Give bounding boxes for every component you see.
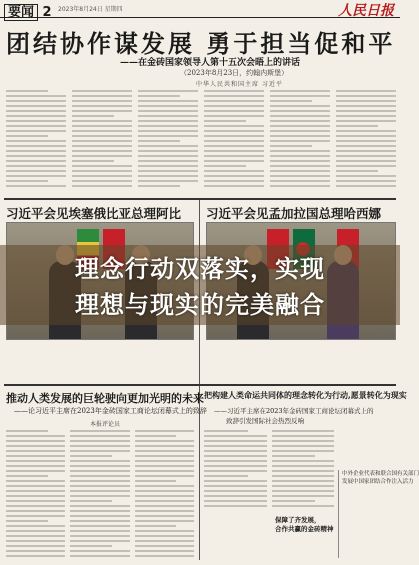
text-line — [270, 95, 330, 97]
text-line — [138, 115, 198, 117]
text-line — [138, 100, 198, 102]
text-line — [6, 440, 65, 442]
text-line — [270, 145, 312, 147]
text-line — [204, 445, 267, 447]
text-line — [135, 475, 194, 477]
text-line — [6, 185, 66, 187]
text-line — [6, 455, 65, 457]
text-line — [72, 175, 132, 177]
text-line — [6, 515, 65, 517]
text-column — [6, 430, 65, 560]
text-line — [272, 440, 335, 442]
text-line — [336, 155, 396, 157]
text-line — [204, 95, 264, 97]
text-line — [336, 160, 396, 162]
text-line — [270, 155, 330, 157]
text-line — [270, 115, 330, 117]
text-line — [72, 185, 132, 187]
text-line — [135, 545, 194, 547]
text-line — [6, 100, 66, 102]
text-line — [6, 470, 65, 472]
text-line — [204, 185, 264, 187]
text-line — [135, 470, 194, 472]
text-line — [135, 550, 194, 552]
text-line — [6, 490, 65, 492]
text-line — [336, 90, 396, 92]
text-line — [6, 450, 65, 452]
text-line — [272, 470, 335, 472]
text-line — [204, 500, 267, 502]
text-line — [6, 120, 66, 122]
text-line — [6, 435, 65, 437]
text-line — [204, 470, 267, 472]
text-line — [270, 110, 330, 112]
text-line — [204, 100, 264, 102]
text-line — [6, 535, 65, 537]
text-line — [138, 175, 198, 177]
text-line — [270, 160, 330, 162]
text-line — [135, 465, 194, 467]
text-line — [336, 150, 396, 152]
text-line — [72, 130, 132, 132]
text-line — [72, 145, 132, 147]
text-line — [272, 435, 335, 437]
text-line — [272, 490, 335, 492]
text-line — [204, 125, 264, 127]
text-line — [138, 95, 180, 97]
text-line — [72, 90, 132, 92]
text-line — [70, 435, 129, 437]
text-line — [270, 125, 330, 127]
text-line — [138, 110, 198, 112]
text-line — [72, 155, 132, 157]
sidebar-text: 中外企业代表和联合国有关部门 发展中国家团结合作注入活力 — [342, 471, 419, 485]
text-line — [6, 430, 48, 432]
text-line — [6, 475, 48, 477]
text-line — [135, 430, 194, 432]
text-column — [70, 430, 129, 560]
text-line — [6, 145, 66, 147]
text-line — [204, 485, 267, 487]
text-line — [70, 460, 129, 462]
text-line — [135, 555, 194, 557]
text-line — [6, 175, 66, 177]
text-line — [270, 100, 312, 102]
text-line — [135, 530, 194, 532]
text-line — [135, 445, 194, 447]
masthead — [0, 0, 400, 18]
text-line — [204, 455, 267, 457]
text-line — [6, 505, 65, 507]
text-column — [204, 90, 264, 190]
text-line — [135, 540, 194, 542]
text-line — [6, 480, 65, 482]
text-line — [6, 155, 66, 157]
text-line — [204, 165, 246, 167]
text-line — [72, 160, 114, 162]
banner-line-1: 理念行动双落实，实现 — [75, 255, 325, 283]
story-right-subtitle-2: 致辞引发国际社会热烈反响 — [226, 417, 304, 425]
text-line — [135, 525, 177, 527]
section-label — [4, 1, 52, 20]
text-line — [336, 95, 396, 97]
text-line — [204, 480, 267, 482]
text-line — [272, 475, 335, 477]
text-line — [204, 430, 248, 432]
banner-line-2: 理想与现实的完美融合 — [75, 291, 325, 319]
story-left-byline: 本报评论员 — [90, 421, 121, 428]
news-title-left: 习近平会见埃塞俄比亚总理阿比 — [6, 206, 182, 221]
text-column — [336, 90, 396, 190]
lead-byline: 中华人民共和国主席 习近平 — [196, 81, 283, 88]
newspaper-logo: 人民日报 — [338, 3, 394, 19]
text-line — [204, 115, 264, 117]
lead-headline: 团结协作谋发展 勇于担当促和平 — [6, 30, 396, 58]
section-name: 要闻 — [4, 4, 38, 21]
story-left-subtitle: ——论习近平主席在2023年金砖国家工商论坛闭幕式上的致辞 — [14, 407, 207, 415]
text-line — [336, 125, 378, 127]
text-line — [72, 180, 132, 182]
text-line — [272, 505, 335, 507]
text-line — [70, 475, 129, 477]
text-line — [135, 505, 194, 507]
text-line — [70, 540, 129, 542]
text-line — [135, 435, 177, 437]
text-line — [204, 180, 264, 182]
text-line — [204, 505, 267, 507]
text-line — [270, 120, 330, 122]
text-line — [138, 155, 198, 157]
text-line — [70, 525, 129, 527]
text-line — [6, 160, 66, 162]
text-line — [204, 145, 264, 147]
text-line — [270, 105, 330, 107]
text-line — [135, 520, 194, 522]
text-line — [6, 110, 66, 112]
text-line — [135, 515, 194, 517]
text-line — [272, 460, 335, 462]
text-line — [204, 170, 264, 172]
text-line — [70, 505, 129, 507]
text-line — [70, 500, 112, 502]
text-line — [336, 170, 378, 172]
text-line — [204, 465, 267, 467]
text-line — [70, 485, 129, 487]
story-right-subtitle: ——习近平主席在2023年金砖国家工商论坛闭幕式上的 — [214, 407, 374, 415]
text-line — [135, 500, 194, 502]
text-line — [135, 510, 194, 512]
text-line — [270, 170, 330, 172]
text-line — [138, 165, 198, 167]
text-line — [6, 130, 66, 132]
text-line — [336, 105, 396, 107]
text-line — [6, 525, 65, 527]
text-line — [72, 170, 132, 172]
text-line — [6, 170, 66, 172]
text-line — [6, 125, 66, 127]
text-line — [138, 145, 198, 147]
news-title-right: 习近平会见孟加拉国总理哈西娜 — [206, 206, 382, 221]
text-line — [135, 440, 194, 442]
text-column — [135, 430, 194, 560]
text-line — [138, 160, 198, 162]
text-line — [6, 495, 65, 497]
text-line — [70, 455, 112, 457]
text-line — [72, 165, 132, 167]
text-line — [336, 120, 396, 122]
text-line — [70, 470, 129, 472]
text-line — [6, 140, 66, 142]
dateline: 2023年8月24日 星期四 — [58, 6, 123, 13]
story-right-title: 把构建人类命运共同体的理念转化为行动,愿景转化为现实 — [204, 390, 407, 400]
text-line — [6, 150, 66, 152]
text-line — [204, 155, 264, 157]
page-number: 2 — [42, 5, 52, 20]
text-line — [70, 545, 112, 547]
text-line — [272, 450, 335, 452]
text-line — [272, 495, 335, 497]
text-line — [135, 495, 194, 497]
text-line — [70, 450, 129, 452]
text-column — [204, 430, 267, 560]
text-line — [204, 130, 264, 132]
story-left-title: 推动人类发展的巨轮驶向更加光明的未来 — [6, 392, 204, 405]
text-line — [6, 165, 66, 167]
text-column — [272, 430, 335, 560]
text-line — [204, 490, 267, 492]
section-rule — [4, 198, 396, 200]
text-line — [135, 535, 194, 537]
text-line — [270, 90, 330, 92]
text-line — [6, 180, 48, 182]
text-line — [204, 105, 264, 107]
text-line — [6, 550, 65, 552]
text-line — [138, 140, 180, 142]
story-left-body — [6, 430, 194, 560]
text-line — [138, 130, 198, 132]
text-line — [138, 120, 198, 122]
text-line — [70, 490, 129, 492]
text-line — [6, 485, 65, 487]
text-line — [6, 500, 65, 502]
text-line — [135, 455, 194, 457]
text-line — [336, 100, 396, 102]
text-line — [204, 120, 246, 122]
text-line — [204, 475, 248, 477]
text-line — [6, 90, 48, 92]
text-line — [204, 435, 267, 437]
text-line — [272, 485, 335, 487]
text-line — [72, 140, 132, 142]
text-line — [272, 445, 335, 447]
text-line — [70, 440, 129, 442]
text-line — [6, 105, 66, 107]
text-line — [70, 550, 129, 552]
text-line — [272, 430, 335, 432]
text-line — [70, 445, 129, 447]
text-line — [204, 495, 267, 497]
lead-subtitle: ——在金砖国家领导人第十五次会晤上的讲话 — [120, 58, 301, 68]
text-line — [138, 135, 198, 137]
text-line — [72, 100, 132, 102]
text-column — [138, 90, 198, 190]
text-line — [138, 170, 198, 172]
text-line — [336, 180, 396, 182]
text-line — [70, 495, 129, 497]
text-line — [6, 530, 65, 532]
text-line — [204, 150, 264, 152]
text-line — [138, 150, 198, 152]
text-line — [336, 140, 396, 142]
text-line — [336, 130, 396, 132]
text-line — [6, 520, 48, 522]
text-line — [6, 95, 66, 97]
text-line — [204, 440, 267, 442]
text-line — [336, 185, 396, 187]
text-line — [70, 480, 129, 482]
text-line — [138, 90, 198, 92]
text-line — [70, 530, 129, 532]
text-line — [138, 180, 198, 182]
text-line — [6, 445, 65, 447]
text-line — [70, 535, 129, 537]
text-line — [135, 450, 194, 452]
text-line — [70, 520, 129, 522]
text-line — [138, 105, 198, 107]
text-line — [204, 135, 264, 137]
text-line — [6, 545, 65, 547]
text-line — [204, 460, 267, 462]
text-column — [72, 90, 132, 190]
text-line — [272, 500, 316, 502]
text-line — [336, 135, 396, 137]
text-line — [135, 480, 177, 482]
text-line — [6, 460, 65, 462]
text-line — [72, 135, 132, 137]
text-line — [272, 455, 316, 457]
text-line — [70, 465, 129, 467]
text-line — [72, 120, 132, 122]
sidebar-note — [338, 470, 419, 558]
text-line — [70, 510, 129, 512]
text-line — [138, 185, 180, 187]
text-line — [270, 165, 330, 167]
caption-banner — [0, 245, 400, 325]
text-line — [204, 450, 267, 452]
story-right-body — [204, 430, 334, 560]
text-line — [336, 165, 396, 167]
text-line — [6, 465, 65, 467]
text-line — [135, 490, 194, 492]
text-line — [270, 180, 330, 182]
text-line — [135, 460, 194, 462]
text-line — [6, 555, 65, 557]
text-line — [270, 150, 330, 152]
lead-body-columns — [6, 90, 396, 190]
text-line — [6, 510, 65, 512]
inset-heading: 保障了齐发展， 合作共赢的金砖精神 — [275, 516, 334, 533]
text-column — [6, 90, 66, 190]
text-line — [336, 110, 396, 112]
text-line — [270, 175, 330, 177]
text-line — [72, 150, 132, 152]
text-line — [272, 465, 335, 467]
text-line — [204, 175, 264, 177]
text-line — [204, 110, 264, 112]
text-line — [270, 130, 330, 132]
text-line — [135, 485, 194, 487]
text-line — [6, 135, 48, 137]
text-line — [72, 105, 132, 107]
text-line — [272, 480, 335, 482]
text-line — [270, 135, 330, 137]
text-line — [204, 160, 264, 162]
text-line — [70, 515, 129, 517]
text-line — [138, 125, 198, 127]
text-line — [6, 115, 66, 117]
text-line — [6, 540, 65, 542]
text-line — [270, 185, 330, 187]
text-line — [336, 115, 396, 117]
lead-date: （2023年8月23日，约翰内斯堡） — [180, 69, 289, 77]
text-line — [336, 145, 396, 147]
text-line — [72, 125, 132, 127]
text-line — [72, 110, 132, 112]
text-line — [204, 140, 264, 142]
text-line — [204, 90, 264, 92]
text-line — [70, 430, 129, 432]
text-column — [270, 90, 330, 190]
section-rule — [4, 384, 396, 386]
text-line — [270, 140, 330, 142]
text-line — [70, 555, 129, 557]
text-line — [72, 115, 114, 117]
text-line — [72, 95, 132, 97]
text-line — [336, 175, 396, 177]
